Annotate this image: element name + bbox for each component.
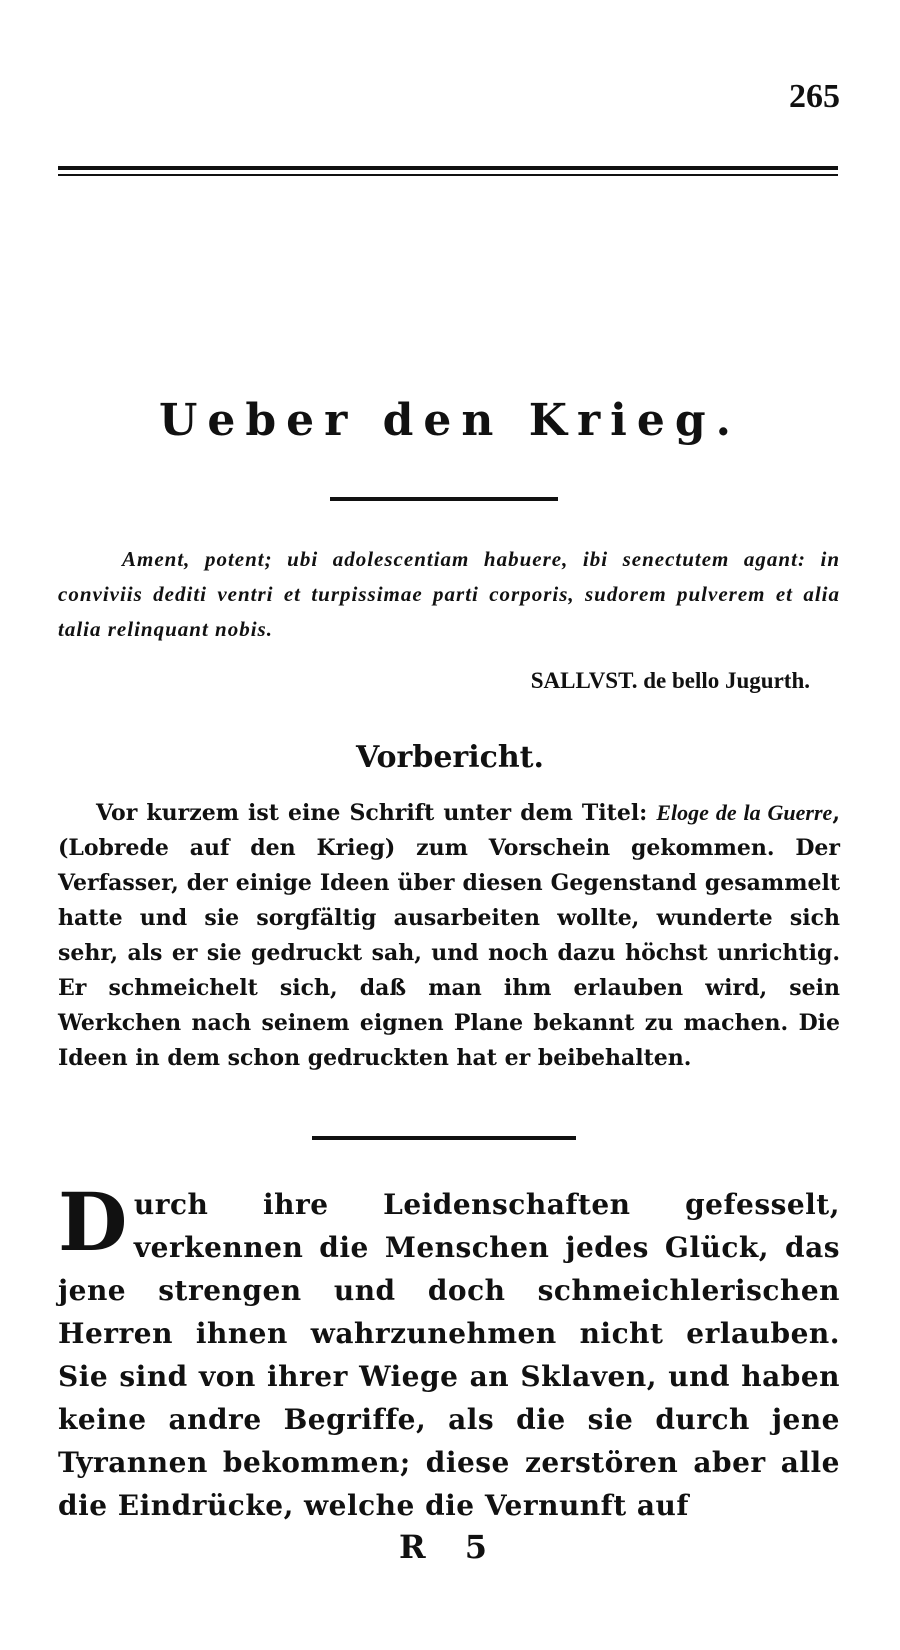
body-paragraph	[58, 1175, 840, 1527]
preface-heading: Vorbericht.	[356, 740, 544, 775]
body-text: urch ihre Leidenschaften gefesselt, verkennen die Menschen jedes Glück, das jene strengen und doch schmeichlerischen Herren ihnen wahrzunehmen nicht erlauben. Sie sind von ihrer Wiege an Sklaven, und haben keine andre Begriffe, als die sie durch jene Tyrannen bekommen; diese zerstören aber alle die Eindrücke, welche die Vernunft auf	[58, 1188, 840, 1522]
page-number: 265	[789, 78, 840, 115]
preface-text-after: , (Lobrede auf den Krieg) zum Vorschein gekommen. Der Verfasser, der einige Ideen über diesen Gegenstand gesammelt hatte und sie sorgfältig ausarbeiten wollte, wunderte sich sehr, als er sie gedruckt sah, und noch dazu höchst unrichtig. Er schmeichelt sich, daß man ihm erlauben wird, sein Werkchen nach seinem eignen Plane bekannt zu machen. Die Ideen in dem schon gedruckten hat er beibehalten.	[58, 800, 840, 1071]
preface-text-before: Vor kurzem ist eine Schrift unter dem Titel:	[96, 800, 657, 826]
title-divider	[330, 497, 558, 501]
section-divider	[312, 1136, 576, 1140]
header-rule	[58, 166, 838, 170]
signature-mark: R 5	[399, 1528, 501, 1566]
chapter-title: Ueber den Krieg.	[159, 395, 741, 446]
header-rule-thin	[58, 174, 838, 176]
preface-paragraph	[58, 795, 840, 1076]
preface-latin-title: Eloge de la Guerre	[656, 800, 833, 825]
motto-source: SALLVST. de bello Jugurth.	[530, 668, 810, 693]
drop-cap: D	[58, 1175, 128, 1269]
latin-motto: Ament, potent; ubi adolescentiam habuere, ibi senectutem agant: in conviviis dediti ventri et turpissimae parti corporis, sudorem pulverem et alia talia relinquant nobis.	[58, 547, 840, 641]
